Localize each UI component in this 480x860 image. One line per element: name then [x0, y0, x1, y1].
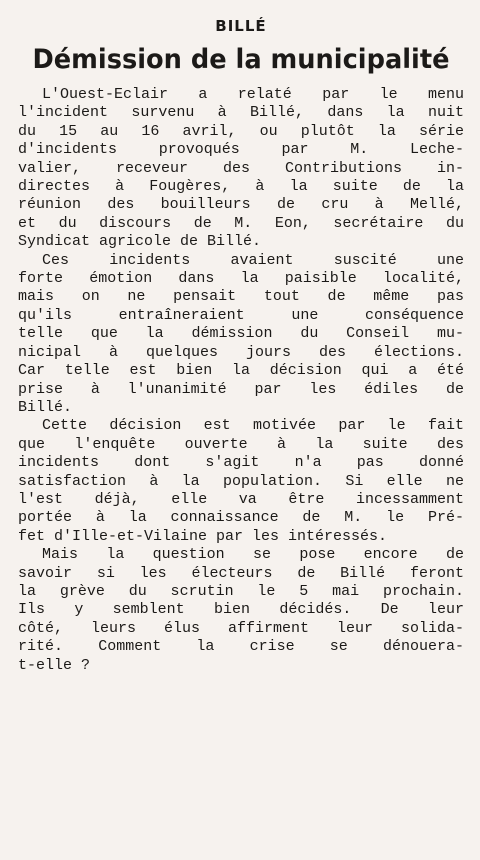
text-line: telle que la démission du Conseil mu- [18, 325, 464, 343]
text-line: Mais la question se pose encore de [42, 546, 464, 564]
text-line: prise à l'unanimité par les édiles de [18, 380, 464, 398]
text-line: L'Ouest-Eclair a relaté par le menu [42, 86, 464, 103]
text-line: portée à la connaissance de M. le Pré- [18, 509, 464, 527]
text-line: directes à Fougères, à la suite de la [18, 178, 464, 196]
text-line: nicipal à quelques jours des élections. [18, 343, 464, 361]
text-line: Ces incidents avaient suscité une [42, 251, 464, 269]
text-line: Billé. [18, 398, 73, 416]
text-line: incidents dont s'agit n'a pas donné [18, 454, 464, 472]
text-line: d'incidents provoqués par M. Leche- [18, 141, 464, 159]
text-line: côté, leurs élus affirment leur solida- [18, 619, 464, 637]
article-paragraph [18, 546, 464, 675]
text-line: l'est déjà, elle va être incessamment [18, 490, 464, 508]
text-line: fet d'Ille-et-Vilaine par les intéressés. [18, 527, 388, 545]
text-line: forte émotion dans la paisible localité, [18, 270, 464, 288]
text-line: et du discours de M. Eon, secrétaire du [18, 214, 464, 232]
text-line: mais on ne pensait tout de même pas [18, 288, 464, 306]
text-line: valier, receveur des Contributions in- [18, 159, 464, 177]
article-kicker: BILLÉ [215, 17, 267, 35]
text-line: Cette décision est motivée par le fait [42, 417, 464, 435]
text-line: l'incident survenu à Billé, dans la nuit [18, 104, 464, 122]
text-line: Car telle est bien la décision qui a été [18, 362, 464, 380]
text-line: t-elle ? [18, 656, 91, 674]
text-line: Ils y semblent bien décidés. De leur [18, 601, 464, 619]
text-line: qu'ils entraîneraient une conséquence [18, 306, 464, 324]
text-line: du 15 au 16 avril, ou plutôt la série [18, 122, 464, 140]
text-line: que l'enquête ouverte à la suite des [18, 435, 464, 453]
text-line: Syndicat agricole de Billé. [18, 233, 262, 251]
newspaper-clipping [18, 14, 464, 675]
article-headline: Démission de la municipalité [32, 44, 450, 75]
text-line: savoir si les électeurs de Billé feront [18, 564, 464, 582]
text-line: la grève du scrutin le 5 mai prochain. [18, 582, 464, 600]
text-line: réunion des bouilleurs de cru à Mellé, [18, 196, 464, 214]
article-paragraph [18, 417, 464, 546]
article-paragraph [18, 252, 464, 418]
text-line: rité. Comment la crise se dénouera- [18, 638, 464, 656]
text-line: satisfaction à la population. Si elle ne [18, 472, 464, 490]
article-paragraph [18, 86, 464, 252]
